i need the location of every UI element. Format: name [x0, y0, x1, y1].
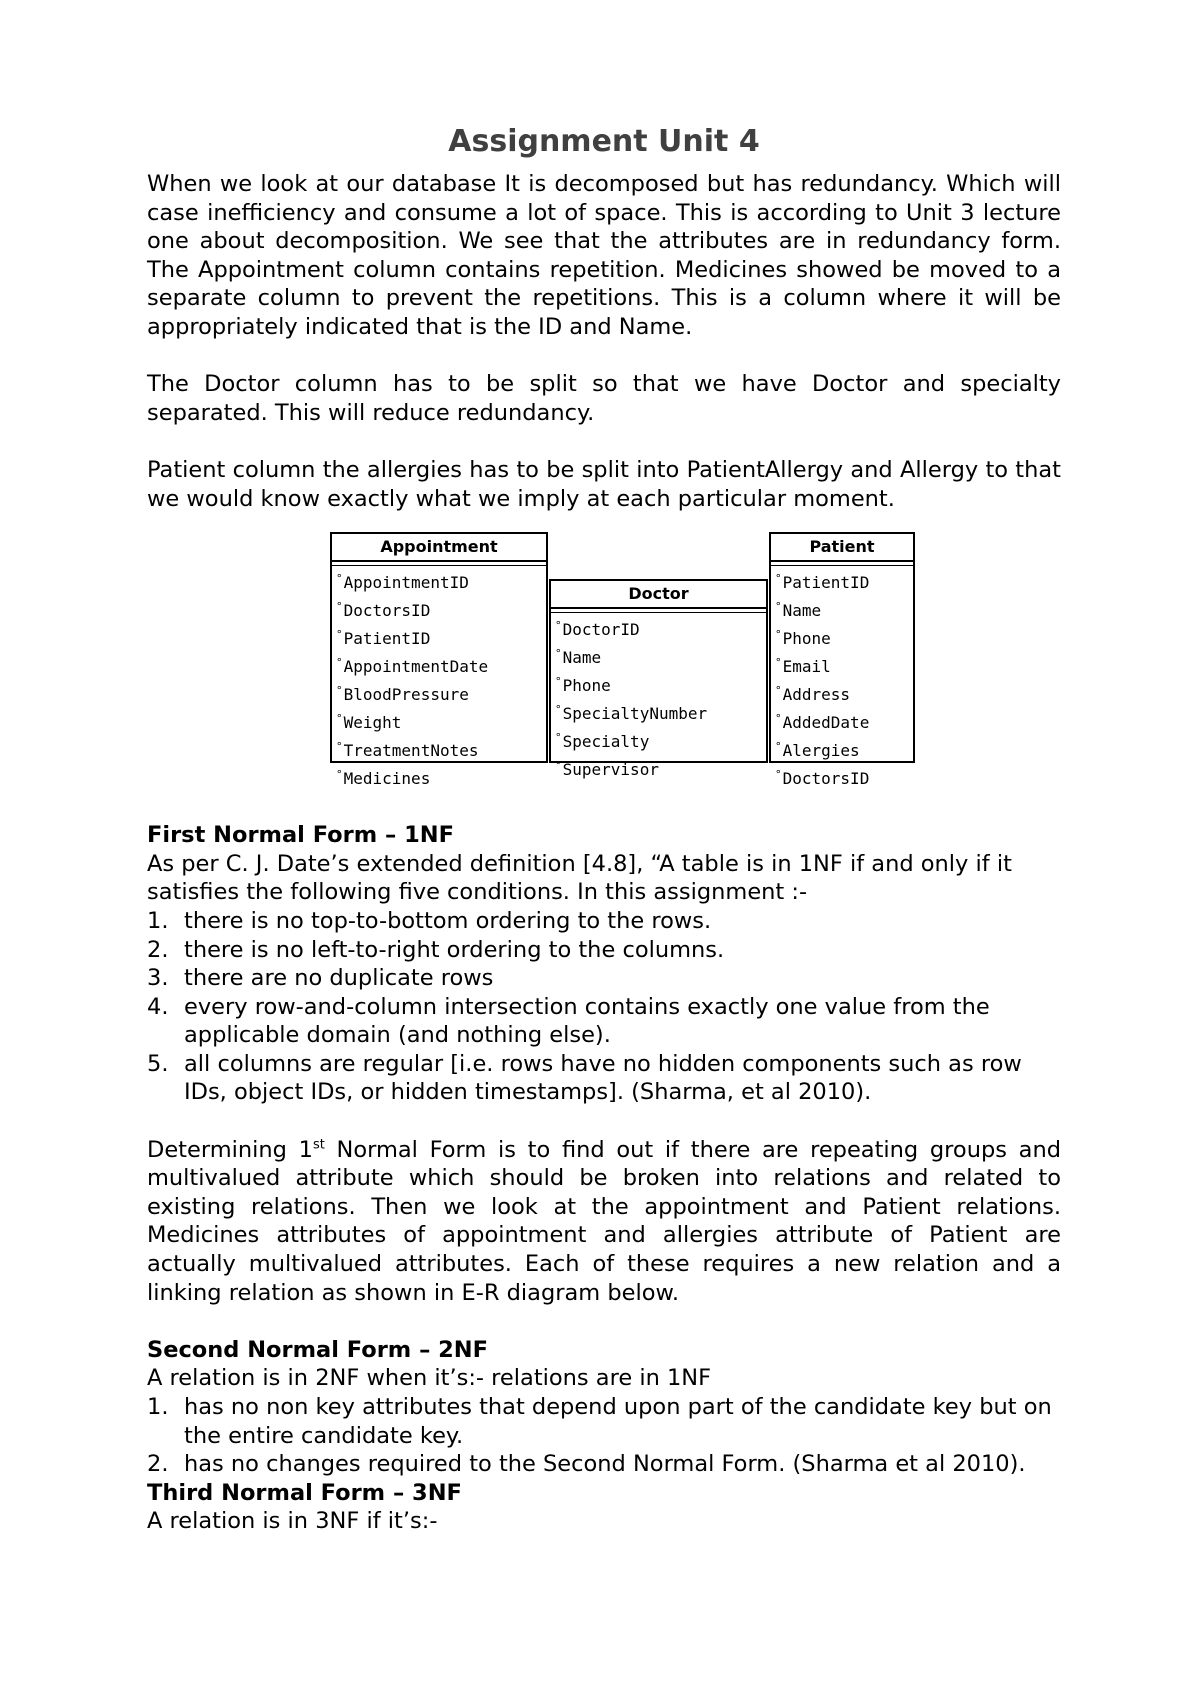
nf1-list-item [147, 936, 1061, 965]
patient-attribute [775, 707, 913, 735]
intro-paragraph-2: The Doctor column has to be split so that we have Doctor and specialty separated. This will reduce redundancy. [147, 371, 1061, 426]
attribute-bullet: ° [555, 619, 562, 633]
nf1-list-item [147, 907, 1061, 936]
attribute-name: SpecialtyNumber [562, 704, 708, 724]
nf2-list-item [147, 1393, 1061, 1450]
attribute-name: BloodPressure [343, 685, 469, 705]
attribute-bullet: ° [775, 684, 782, 698]
attribute-name: Name [562, 648, 602, 668]
attribute-name: Name [782, 601, 822, 621]
appointment-attribute [336, 735, 546, 763]
attribute-name: Medicines [343, 769, 431, 789]
det-text-b: Normal Form is to find out if there are repeating groups and multivalued attribute which should be broken into relations and related to existing relations. Then we look at the appointment and Patient relations. Medicines attributes of appointment and allergies attribute of Patient are actually multivalued attributes. Each of these requires a new relation and a linking relation as shown in E-R diagram below. [147, 1136, 1061, 1306]
patient-attribute [775, 623, 913, 651]
nf3-heading: Third Normal Form – 3NF [147, 1479, 462, 1506]
patient-attribute [775, 651, 913, 679]
appointment-attribute [336, 567, 546, 595]
attribute-name: DoctorsID [782, 769, 870, 789]
doctor-attribute [555, 670, 766, 698]
nf2-list-item [147, 1450, 1061, 1479]
attribute-bullet: ° [336, 572, 343, 586]
appointment-attribute [336, 763, 546, 791]
patient-attributes [771, 562, 913, 791]
nf1-heading: First Normal Form – 1NF [147, 822, 454, 849]
attribute-bullet: ° [775, 628, 782, 642]
nf2-intro: A relation is in 2NF when it’s:- relations are in 1NF [147, 1365, 712, 1392]
attribute-name: PatientID [782, 573, 870, 593]
appointment-attributes [332, 562, 546, 791]
patient-entity-name: Patient [771, 534, 913, 562]
doctor-entity [549, 579, 768, 780]
det-text-a: Determining 1 [147, 1136, 313, 1163]
nf1-intro: As per C. J. Date’s extended definition [4.8], “A table is in 1NF if and only if it satisfies the following five conditions. In this assignment :- [147, 850, 1012, 906]
attribute-name: DoctorID [562, 620, 640, 640]
nf2-heading: Second Normal Form – 2NF [147, 1336, 489, 1363]
attribute-name: Email [782, 657, 831, 677]
list-text: has no changes required to the Second Normal Form. (Sharma et al 2010). [184, 1451, 1026, 1478]
patient-attribute [775, 679, 913, 707]
doctor-attribute [555, 698, 766, 726]
nf1-conditions-list [147, 907, 1061, 1107]
attribute-bullet: ° [775, 768, 782, 782]
list-text: there is no top-to-bottom ordering to the rows. [184, 907, 712, 934]
attribute-name: Phone [782, 629, 831, 649]
attribute-bullet: ° [555, 675, 562, 689]
patient-entity [769, 532, 915, 789]
nf1-determining-paragraph [147, 1136, 1061, 1308]
attribute-bullet: ° [555, 759, 562, 773]
list-text: there is no left-to-right ordering to the columns. [184, 936, 725, 963]
attribute-name: Supervisor [562, 760, 659, 780]
appointment-attribute [336, 707, 546, 735]
patient-attribute [775, 763, 913, 791]
attribute-bullet: ° [336, 768, 343, 782]
list-number: 3. [147, 965, 169, 992]
appointment-entity [330, 532, 548, 789]
doctor-entity-name: Doctor [551, 581, 766, 609]
patient-attribute [775, 567, 913, 595]
appointment-attribute [336, 623, 546, 651]
patient-attribute [775, 735, 913, 763]
nf2-conditions-list [147, 1393, 1061, 1479]
attribute-bullet: ° [775, 740, 782, 754]
attribute-bullet: ° [336, 656, 343, 670]
attribute-bullet: ° [336, 684, 343, 698]
list-number: 5. [147, 1050, 169, 1077]
attribute-name: AppointmentID [343, 573, 469, 593]
attribute-name: TreatmentNotes [343, 741, 479, 761]
patient-attribute [775, 595, 913, 623]
attribute-bullet: ° [336, 712, 343, 726]
attribute-bullet: ° [775, 656, 782, 670]
attribute-name: DoctorsID [343, 601, 431, 621]
doctor-attribute [555, 726, 766, 754]
attribute-bullet: ° [775, 600, 782, 614]
attribute-name: PatientID [343, 629, 431, 649]
attribute-bullet: ° [336, 600, 343, 614]
doctor-attributes [551, 609, 766, 782]
document-title: Assignment Unit 4 [448, 124, 760, 159]
list-text: has no non key attributes that depend upon part of the candidate key but on the entire candidate key. [184, 1394, 1052, 1449]
doctor-attribute [555, 614, 766, 642]
list-number: 1. [147, 1394, 169, 1420]
nf1-list-item [147, 964, 1061, 993]
attribute-name: AppointmentDate [343, 657, 489, 677]
attribute-bullet: ° [555, 647, 562, 661]
list-number: 2. [147, 1451, 169, 1478]
nf1-list-item [147, 1050, 1061, 1107]
attribute-name: Weight [343, 713, 402, 733]
attribute-bullet: ° [336, 740, 343, 754]
list-text: every row-and-column intersection contains exactly one value from the applicable domain (and nothing else). [184, 993, 990, 1049]
nf3-intro: A relation is in 3NF if it’s:- [147, 1508, 438, 1535]
list-text: all columns are regular [i.e. rows have no hidden components such as row IDs, object IDs, or hidden timestamps]. (Sharma, et al 2010). [184, 1050, 1022, 1106]
det-superscript: st [312, 1137, 325, 1153]
doctor-attribute [555, 754, 766, 782]
document-page [147, 120, 1061, 1536]
attribute-name: Address [782, 685, 851, 705]
doctor-attribute [555, 642, 766, 670]
appointment-attribute [336, 595, 546, 623]
list-number: 2. [147, 936, 169, 963]
attribute-bullet: ° [775, 572, 782, 586]
appointment-entity-name: Appointment [332, 534, 546, 562]
er-diagram [147, 532, 1061, 802]
list-text: there are no duplicate rows [184, 965, 494, 992]
attribute-name: AddedDate [782, 713, 870, 733]
nf1-list-item [147, 993, 1061, 1050]
attribute-name: Phone [562, 676, 611, 696]
list-number: 4. [147, 993, 169, 1020]
attribute-bullet: ° [336, 628, 343, 642]
intro-paragraph-3: Patient column the allergies has to be split into PatientAllergy and Allergy to that we would know exactly what we imply at each particular moment. [147, 456, 1061, 512]
appointment-attribute [336, 651, 546, 679]
intro-paragraph-1: When we look at our database It is decomposed but has redundancy. Which will case inefficiency and consume a lot of space. This is according to Unit 3 lecture one about decomposition. We see that the attributes are in redundancy form. The Appointment column contains repetition. Medicines showed be moved to a separate column to prevent the repetitions. This is a column where it will be appropriately indicated that is the ID and Name. [147, 171, 1061, 340]
attribute-name: Specialty [562, 732, 650, 752]
attribute-bullet: ° [555, 731, 562, 745]
appointment-attribute [336, 679, 546, 707]
attribute-bullet: ° [555, 703, 562, 717]
attribute-bullet: ° [775, 712, 782, 726]
attribute-name: Alergies [782, 741, 860, 761]
list-number: 1. [147, 907, 169, 934]
